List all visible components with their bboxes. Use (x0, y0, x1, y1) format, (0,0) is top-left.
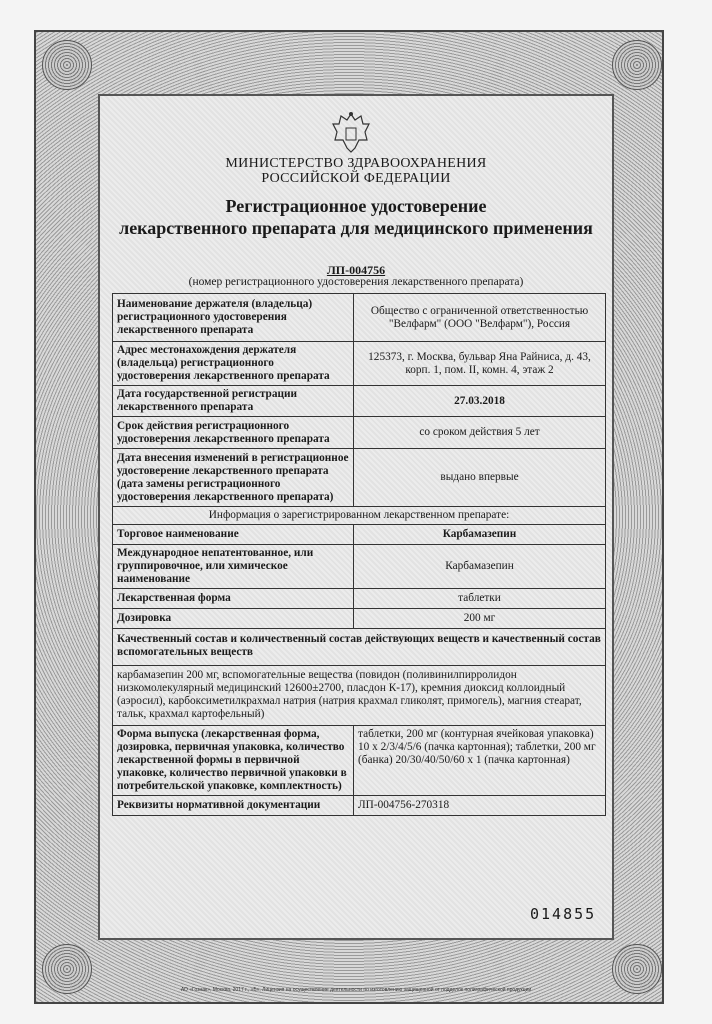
row-value: 200 мг (354, 609, 606, 629)
table-row (113, 417, 606, 449)
table-row (113, 525, 606, 545)
row-label: Лекарственная форма (113, 589, 354, 609)
title-line: лекарственного препарата для медицинского применения (119, 218, 593, 238)
row-label: Срок действия регистрационного удостоверения лекарственного препарата (113, 417, 354, 449)
registration-number-caption: (номер регистрационного удостоверения лекарственного препарата) (188, 276, 524, 288)
table-row (113, 449, 606, 507)
row-label: Дозировка (113, 609, 354, 629)
section-header: Информация о зарегистрированном лекарственном препарате: (113, 507, 606, 525)
release-form-value: таблетки, 200 мг (контурная ячейковая упаковка) 10 х 2/3/4/5/6 (пачка картонная); таблетки, 200 мг (банка) 20/30/40/50/60 х 1 (пачка картонная) (354, 726, 606, 796)
table-row (113, 609, 606, 629)
row-value: Карбамазепин (354, 545, 606, 589)
table-row (113, 666, 606, 726)
serial-number: 014855 (530, 905, 597, 923)
table-row (113, 545, 606, 589)
table-row (113, 507, 606, 525)
row-label: Международное непатентованное, или группировочное, или химическое наименование (113, 545, 354, 589)
row-label: Дата внесения изменений в регистрационное удостоверение лекарственного препарата (дата замены регистрационного удостоверения лекарственного препарата) (113, 449, 354, 507)
registration-date: 27.03.2018 (354, 386, 606, 417)
title-line: Регистрационное удостоверение (225, 196, 487, 216)
row-label: Торговое наименование (113, 525, 354, 545)
row-value: со сроком действия 5 лет (354, 417, 606, 449)
certificate-table (112, 293, 606, 816)
table-row (113, 342, 606, 386)
composition-header: Качественный состав и количественный состав действующих веществ и качественный состав вспомогательных веществ (113, 629, 606, 666)
row-value: таблетки (354, 589, 606, 609)
row-label: Адрес местонахождения держателя (владельца) регистрационного удостоверения лекарственного препарата (113, 342, 354, 386)
table-row (113, 589, 606, 609)
row-label: Реквизиты нормативной документации (113, 796, 354, 816)
trade-name: Карбамазепин (354, 525, 606, 545)
registration-number-value: ЛП-004756 (326, 263, 386, 277)
ministry-line: РОССИЙСКОЙ ФЕДЕРАЦИИ (261, 171, 451, 186)
coat-of-arms-icon (331, 110, 371, 154)
row-label: Дата государственной регистрации лекарственного препарата (113, 386, 354, 417)
row-value: 125373, г. Москва, бульвар Яна Райниса, д. 43, корп. 1, пом. II, комн. 4, этаж 2 (354, 342, 606, 386)
table-row (113, 386, 606, 417)
row-value: ЛП-004756-270318 (354, 796, 606, 816)
row-label: Форма выпуска (лекарственная форма, дозировка, первичная упаковка, количество лекарственной формы в первичной упаковке, количество первичной упаковки в потребительской упаковке, комплектность) (113, 726, 354, 796)
ministry-line: МИНИСТЕРСТВО ЗДРАВООХРАНЕНИЯ (225, 156, 487, 171)
document-title (0, 195, 712, 239)
printer-footer: АО «Гознак», Москва, 2017 г., «Б», Лицензия на осуществление деятельности по изготовлению защищенной от подделок полиграфической продукции (180, 987, 532, 993)
table-row (113, 629, 606, 666)
composition-text: карбамазепин 200 мг, вспомогательные вещества (повидон (поливинилпирролидон низкомолекулярный медицинский 12600±2700, пласдон К-17), кремния диоксид коллоидный (аэросил), карбоксиметилкрахмал натрия (натрия крахмал гликолят, примогель), магния стеарат, тальк, крахмал картофельный) (113, 666, 606, 726)
ministry-name (0, 156, 712, 186)
table-row (113, 294, 606, 342)
row-label: Наименование держателя (владельца) регистрационного удостоверения лекарственного препарата (113, 294, 354, 342)
row-value: Общество с ограниченной ответственностью "Велфарм" (ООО "Велфарм"), Россия (354, 294, 606, 342)
table-row (113, 796, 606, 816)
row-value: выдано впервые (354, 449, 606, 507)
table-row (113, 726, 606, 796)
